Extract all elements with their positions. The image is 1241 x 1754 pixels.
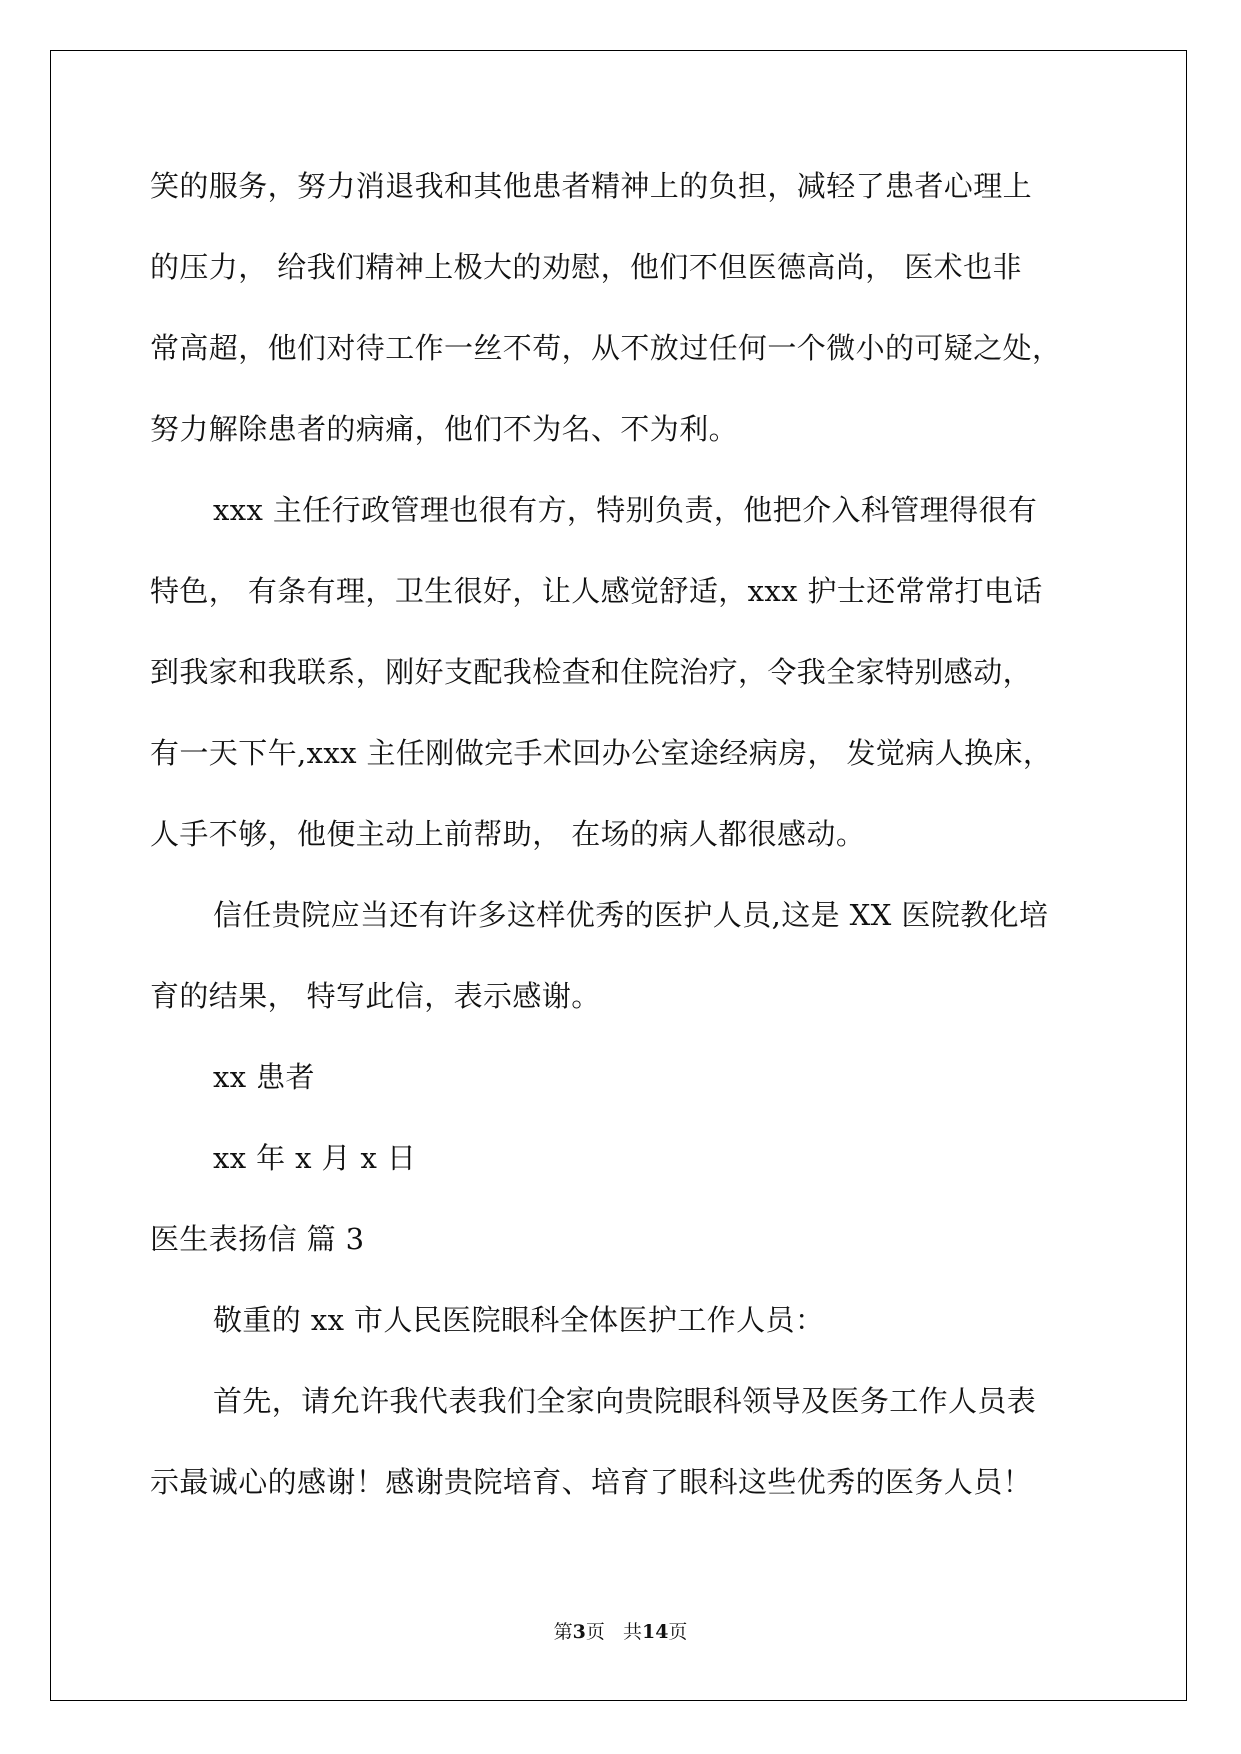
- body-line-8: 有一天下午,xxx 主任刚做完手术回办公室途经病房， 发觉病人换床，: [150, 736, 1053, 770]
- page-footer: [0, 1617, 1241, 1644]
- body-line-1: 笑的服务，努力消退我和其他患者精神上的负担，减轻了患者心理上: [150, 169, 1033, 203]
- page-border: [50, 50, 1187, 1701]
- body-line-16: 首先，请允许我代表我们全家向贵院眼科领导及医务工作人员表: [213, 1384, 1037, 1418]
- body-line-4: 努力解除患者的病痛，他们不为名、不为利。: [150, 412, 739, 446]
- body-line-17: 示最诚心的感谢！感谢贵院培育、培育了眼科这些优秀的医务人员！: [150, 1465, 1033, 1499]
- total-pages: 14: [641, 1621, 669, 1643]
- total-suffix: 页: [668, 1621, 688, 1643]
- body-line-11: 育的结果， 特写此信，表示感谢。: [150, 979, 601, 1013]
- page-prefix: 第: [553, 1621, 573, 1643]
- body-line-2: 的压力， 给我们精神上极大的劝慰，他们不但医德高尚， 医术也非: [150, 250, 1022, 284]
- total-prefix: 共: [622, 1621, 642, 1643]
- section-heading: 医生表扬信 篇 3: [150, 1222, 365, 1256]
- body-line-3: 常高超，他们对待工作一丝不苟，从不放过任何一个微小的可疑之处，: [150, 331, 1062, 365]
- salutation: 敬重的 xx 市人民医院眼科全体医护工作人员：: [213, 1303, 825, 1337]
- page-suffix: 页: [585, 1621, 605, 1643]
- body-line-7: 到我家和我联系，刚好支配我检查和住院治疗，令我全家特别感动，: [150, 655, 1033, 689]
- page-number: 3: [572, 1621, 586, 1643]
- body-line-6: 特色， 有条有理，卫生很好，让人感觉舒适，xxx 护士还常常打电话: [150, 574, 1043, 608]
- signature-date: xx 年 x 月 x 日: [213, 1141, 417, 1175]
- body-line-5: xxx 主任行政管理也很有方，特别负责，他把介入科管理得很有: [213, 493, 1038, 527]
- body-line-9: 人手不够，他便主动上前帮助， 在场的病人都很感动。: [150, 817, 866, 851]
- body-line-10: 信任贵院应当还有许多这样优秀的医护人员,这是 XX 医院教化培: [213, 898, 1049, 932]
- signature-name: xx 患者: [213, 1060, 315, 1094]
